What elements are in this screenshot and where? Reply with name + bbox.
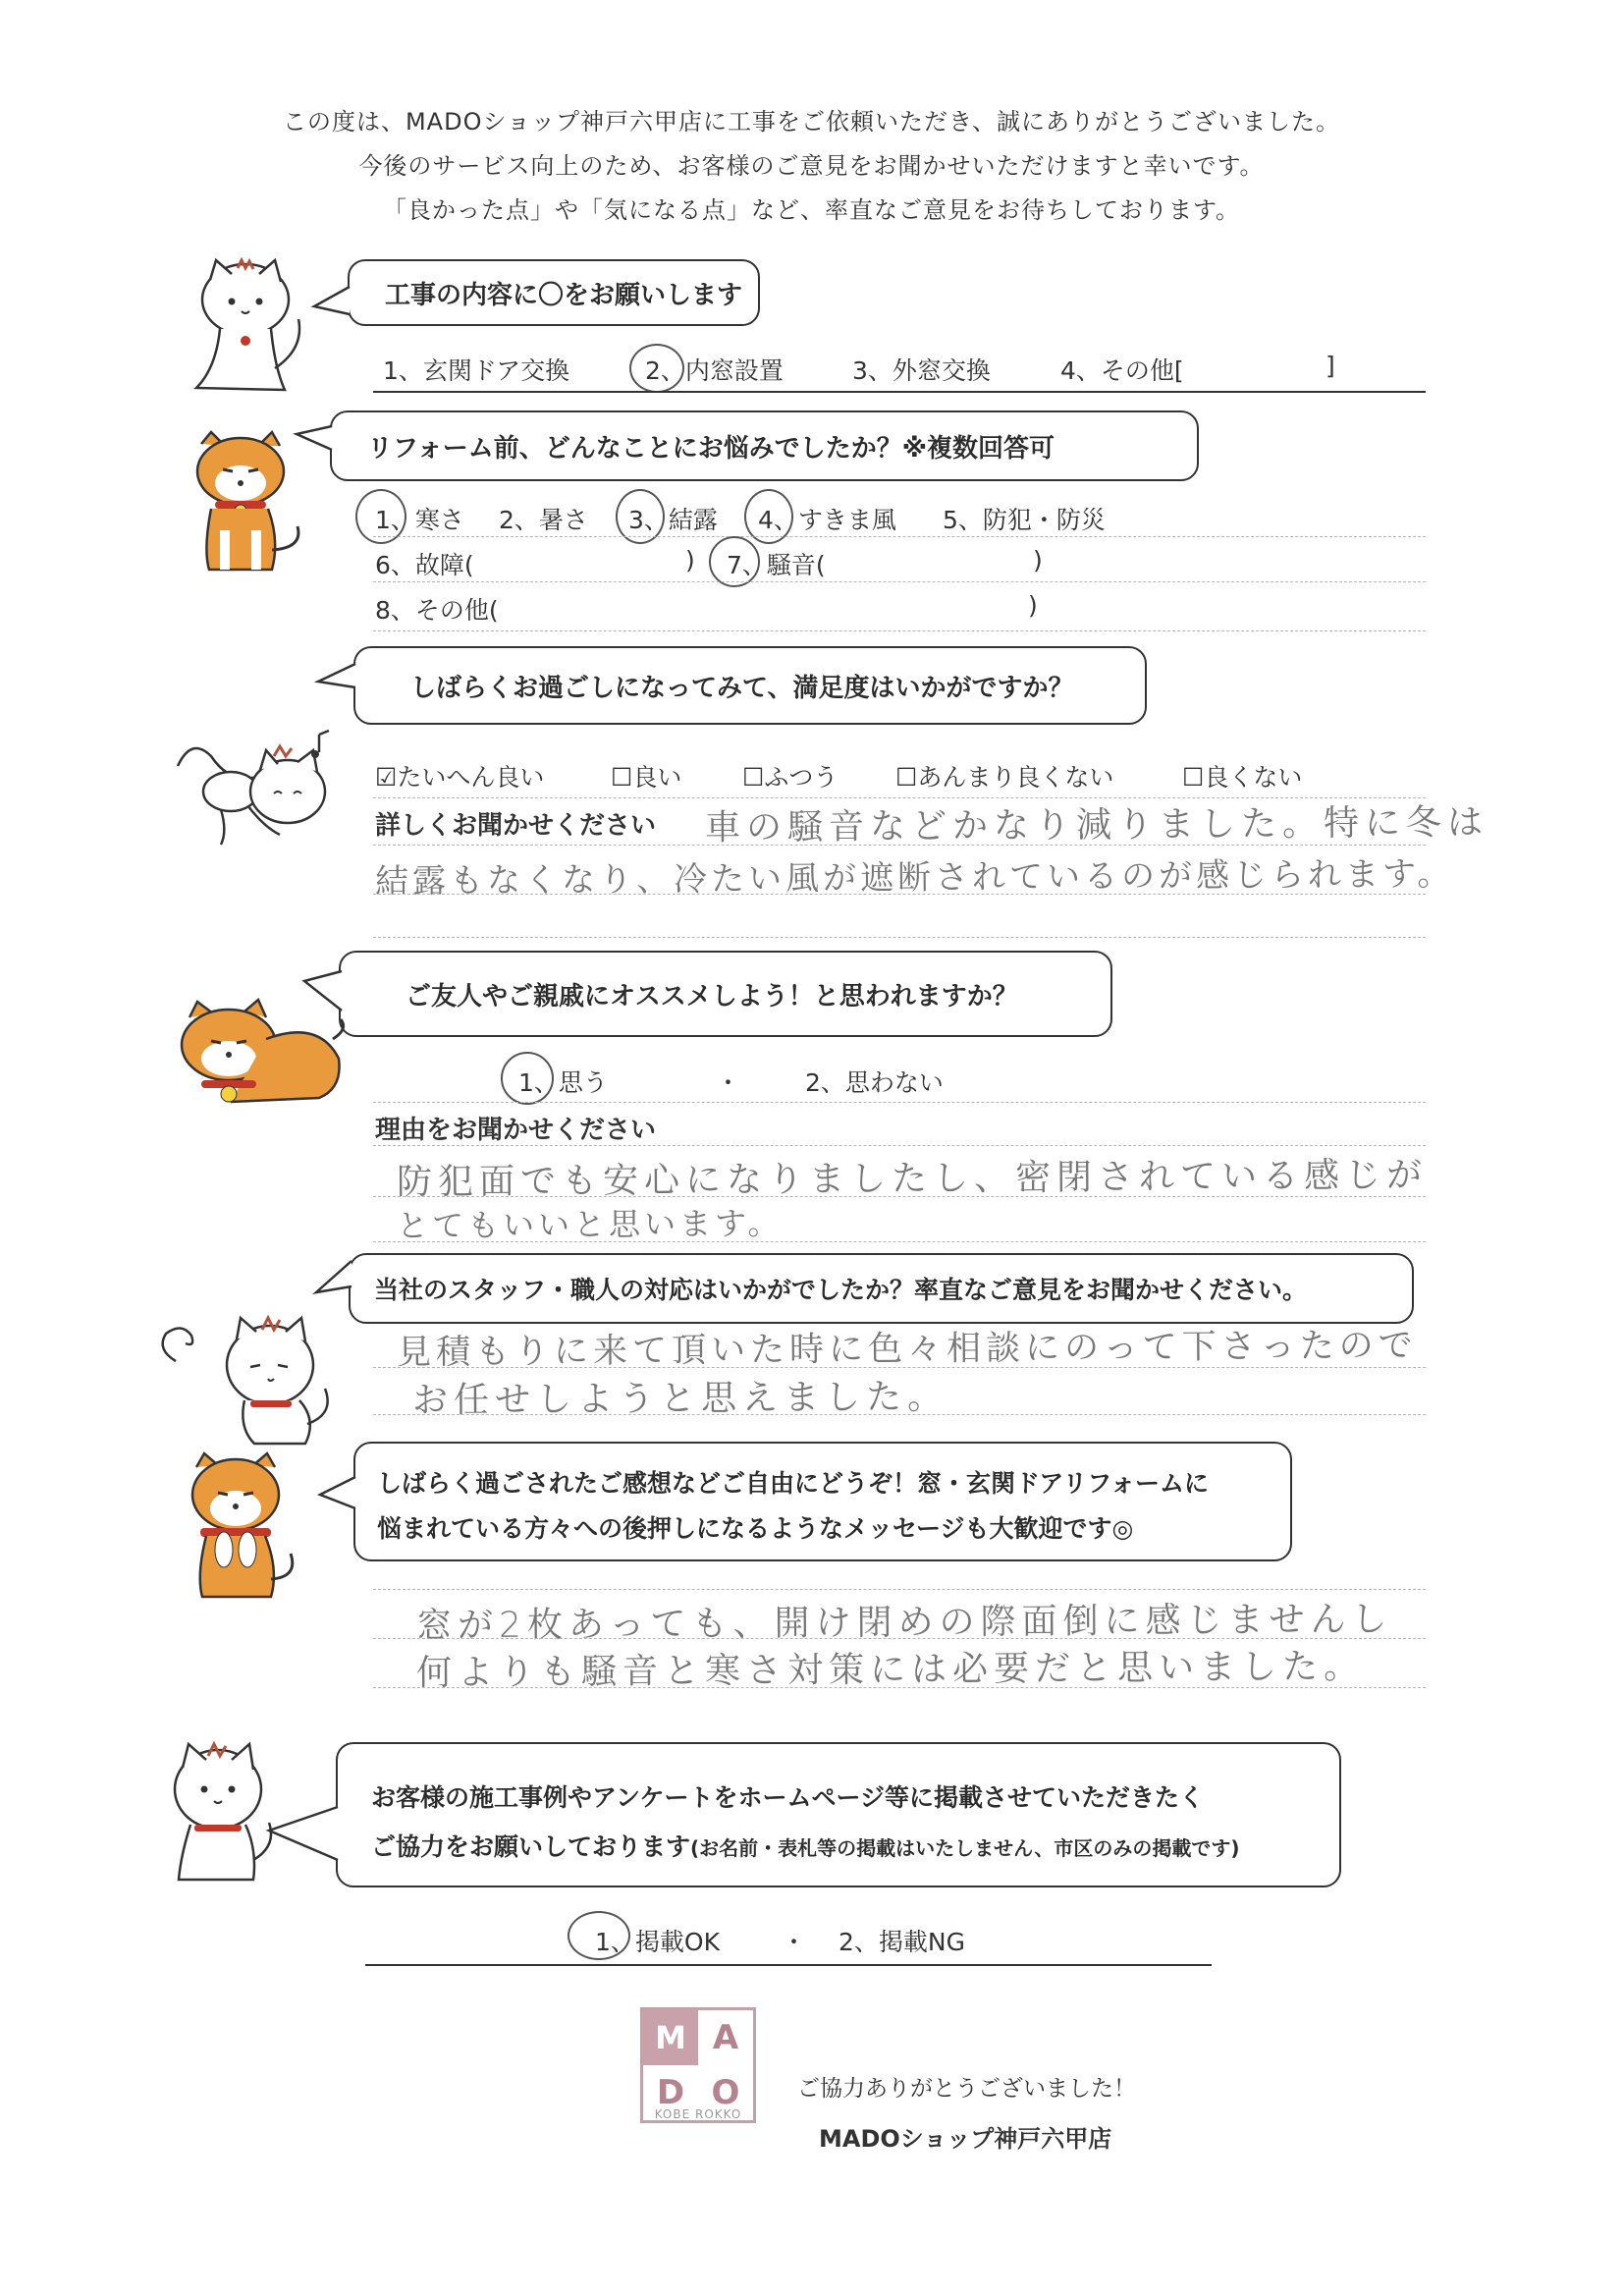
q6-title-line-1: しばらく過ごされたご感想などご自由にどうぞ！窓・玄関ドアリフォームに [377,1469,1210,1498]
q7-bubble [336,1742,1341,1887]
q4-bubble [339,951,1112,1037]
q3-answer-line-1: 車の騒音などかなり減りました。特に冬は [704,802,1489,848]
q3-bubble [353,646,1147,725]
q6-answer-line-1: 窓が2枚あっても、開け閉めの際面倒に感じませんし [415,1599,1393,1647]
q2-option-3[interactable]: 3、結露 [628,506,718,534]
q6-rule-2 [373,1687,1426,1688]
shiba-dog-lying-icon [172,1000,349,1113]
q7-underline [365,1964,1212,1966]
q3-rating-bad[interactable]: ☐良くない [1182,763,1303,792]
q5-bubble [349,1253,1414,1324]
white-cat-looking-icon [155,1738,278,1886]
q7-title-note: (お名前・表札等の掲載はいたしません、市区のみの掲載です) [690,1836,1240,1860]
mado-logo [640,2007,756,2123]
bubble-tail [295,422,334,462]
q1-bubble [348,259,760,326]
footer-thanks: ご協力ありがとうございました！ [797,2076,1136,2102]
q2-option-5[interactable]: 5、防犯・防災 [943,506,1106,534]
q4-rule-2 [373,1196,1426,1197]
q2-title: リフォーム前、どんなことにお悩みでしたか？※複数回答可 [367,433,1055,464]
logo-letter-m: M [643,2010,698,2065]
q2-option-1[interactable]: 1、寒さ [375,506,464,534]
q4-rule-0 [373,1102,1426,1103]
q1-option-3[interactable]: 3、外窓交換 [852,356,991,385]
q5-answer-line-1: 見積もりに来て頂いた時に色々相談にのって下さったので [396,1326,1418,1373]
q1-title: 工事の内容に〇をお願いします [385,280,743,310]
q4-title: ご友人やご親戚にオススメしよう！と思われますか？ [406,981,1018,1011]
q1-option-1[interactable]: 1、玄関ドア交換 [383,356,570,385]
bubble-tail [318,1475,357,1514]
q7-title-line-1: お客様の施工事例やアンケートをホームページ等に掲載させていただきたく [371,1783,1205,1812]
intro-line-1: この度は、MADOショップ神戸六甲店に工事をご依頼いただき、誠にありがとうございました。 [282,108,1341,136]
q5-title: 当社のスタッフ・職人の対応はいかがでしたか？率直なご意見をお聞かせください。 [374,1276,1308,1304]
q2-bubble [330,410,1199,481]
q4-selected-circle [501,1052,554,1105]
q5-rule-1 [373,1367,1426,1368]
q3-title: しばらくお過ごしになってみて、満足度はいかがですか？ [410,673,1074,703]
shiba-dog-paws-icon [177,1451,299,1604]
q1-selected-circle [629,344,684,393]
q3-rule-2 [373,894,1426,895]
q6-rule-0 [373,1589,1426,1590]
q7-selected-circle [568,1911,630,1960]
q1-underline [373,391,1426,393]
q2-option-8[interactable]: 8、その他( [375,596,499,625]
q3-answer-line-2: 結露もなくなり、冷たい風が遮断されているのが感じられます。 [374,854,1455,902]
logo-letter-o: O [711,2073,740,2112]
q7-option-ng[interactable]: 2、掲載NG [839,1928,965,1956]
logo-subtitle: KOBE ROKKO [654,2107,742,2121]
q2-rule-3 [373,630,1426,631]
q7-title-line-2: ご協力をお願いしております [371,1832,691,1861]
q4-reason-label: 理由をお聞かせください [375,1116,657,1145]
q2-option-7[interactable]: 7、騒音( [727,551,826,579]
q3-rating-not-so-good[interactable]: ☐あんまり良くない [895,763,1114,792]
q6-answer-line-2: 何よりも騒音と寒さ対策には必要だと思いました。 [415,1646,1366,1694]
q4-rule-3 [373,1241,1426,1242]
q3-rating-average[interactable]: ☐ふつう [742,763,839,792]
q2-option-2[interactable]: 2、暑さ [499,506,588,534]
q2-option-6[interactable]: 6、故障( [375,551,474,579]
bubble-tail [314,1259,353,1298]
footer-shop-name: MADOショップ神戸六甲店 [819,2125,1112,2153]
q4-option-2[interactable]: 2、思わない [805,1068,944,1097]
intro-line-3: 「良かった点」や「気になる点」など、率直なご意見をお待ちしております。 [382,196,1241,224]
q4-answer-line-1: 防犯面でも安心になりましたし、密閉されている感じが [396,1155,1429,1203]
q5-answer-line-2: お任せしようと思えました。 [411,1377,949,1421]
q6-bubble [353,1442,1292,1561]
q4-rule-1 [373,1145,1426,1146]
q5-rule-2 [373,1414,1426,1415]
bubble-tail [316,660,357,699]
white-cat-sitting-icon [177,260,309,398]
q7-option-ok[interactable]: 1、掲載OK [595,1928,720,1956]
q4-separator: ・ [716,1068,741,1097]
q4-option-1[interactable]: 1、思う [518,1068,608,1097]
intro-line-2: 今後のサービス向上のため、お客様のご意見をお聞かせいただけますと幸いです。 [358,152,1265,180]
q2-option-4[interactable]: 4、すきま風 [758,506,896,534]
q1-option-4-end: ] [1325,352,1335,380]
white-cat-dancing-icon [172,727,334,849]
q4-answer-line-2: とてもいいと思います。 [396,1204,784,1245]
q3-rule-1 [373,845,1426,846]
q2-option-6-end: ) [685,546,695,574]
q3-rating-good[interactable]: ☐良い [611,763,682,792]
q1-option-2[interactable]: 2、内窓設置 [645,356,784,385]
q1-option-4[interactable]: 4、その他[ [1060,356,1184,385]
q3-detail-label: 詳しくお聞かせください [375,811,657,841]
bubble-tail [312,285,352,324]
logo-letter-d: D [656,2073,685,2112]
q2-rule-1 [373,536,1426,537]
bubble-tail [267,1805,340,1864]
q3-rating-very-good[interactable]: ☑たいへん良い [375,763,545,792]
q7-separator: ・ [782,1928,807,1956]
q2-selected-circle-7 [709,536,760,587]
white-cat-swirl-icon [152,1306,339,1449]
shiba-dog-sitting-icon [182,432,304,579]
q2-rule-2 [373,581,1426,582]
q3-rule-3 [373,937,1426,938]
q2-option-7-end: ) [1033,546,1043,574]
q6-title-line-2: 悩まれている方々への後押しになるようなメッセージも大歓迎です◎ [377,1514,1134,1543]
q2-option-8-end: ) [1028,591,1038,620]
logo-letter-a: A [712,2018,739,2057]
